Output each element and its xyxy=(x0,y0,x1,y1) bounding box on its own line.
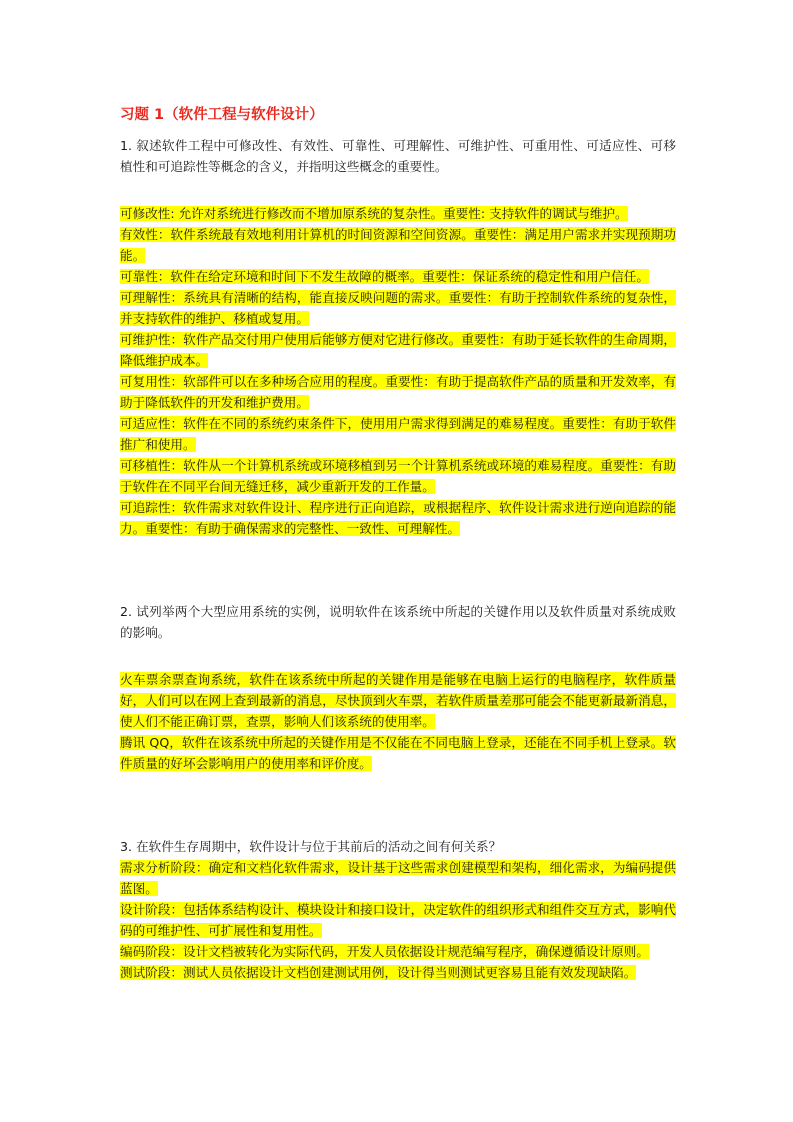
answer-traceability: 可追踪性：软件需求对软件设计、程序进行正向追踪，或根据程序、软件设计需求进行逆向追踪的能力。重要性：有助于确保需求的完整性、一致性、可理解性。 xyxy=(120,500,676,536)
answer-coding-phase: 编码阶段：设计文档被转化为实际代码，开发人员依据设计规范编写程序，确保遵循设计原则。 xyxy=(120,944,649,959)
answer-testing-phase: 测试阶段：测试人员依据设计文档创建测试用例，设计得当则测试更容易且能有效发现缺陷。 xyxy=(120,965,637,980)
answer-portability: 可移植性：软件从一个计算机系统或环境移植到另一个计算机系统或环境的难易程度。重要性：有助于软件在不同平台间无缝迁移，减少重新开发的工作量。 xyxy=(120,458,676,494)
answer-modifiability: 可修改性: 允许对系统进行修改而不增加原系统的复杂性。重要性: 支持软件的调试与维护。 xyxy=(120,206,628,221)
answer-requirements-phase: 需求分析阶段：确定和文档化软件需求，设计基于这些需求创建模型和架构，细化需求，为编码提供蓝图。 xyxy=(120,860,676,896)
answer-adaptability: 可适应性：软件在不同的系统约束条件下，使用用户需求得到满足的难易程度。重要性：有助于软件推广和使用。 xyxy=(120,416,676,452)
question-2-answers xyxy=(120,669,676,774)
question-3: 3. 在软件生存周期中，软件设计与位于其前后的活动之间有何关系？ xyxy=(120,839,502,854)
question-1-answers xyxy=(120,203,676,539)
answer-tencent-qq: 腾讯 QQ，软件在该系统中所起的关键作用是不仅能在不同电脑上登录，还能在不同手机上登录。软件质量的好坏会影响用户的使用率和评价度。 xyxy=(120,735,676,771)
question-1: 1. 叙述软件工程中可修改性、有效性、可靠性、可理解性、可维护性、可重用性、可适应性、可移植性和可追踪性等概念的含义，并指明这些概念的重要性。 xyxy=(120,138,676,174)
document-page xyxy=(120,104,676,983)
answer-reusability: 可复用性：软部件可以在多种场合应用的程度。重要性：有助于提高软件产品的质量和开发效率，有助于降低软件的开发和维护费用。 xyxy=(120,374,676,410)
exercise-title: 习题 1（软件工程与软件设计） xyxy=(120,107,324,123)
answer-maintainability: 可维护性：软件产品交付用户使用后能够方便对它进行修改。重要性：有助于延长软件的生命周期，降低维护成本。 xyxy=(120,332,676,368)
answer-design-phase: 设计阶段：包括体系结构设计、模块设计和接口设计，决定软件的组织形式和组件交互方式，影响代码的可维护性、可扩展性和复用性。 xyxy=(120,902,676,938)
question-2: 2. 试列举两个大型应用系统的实例，说明软件在该系统中所起的关键作用以及软件质量对系统成败的影响。 xyxy=(120,604,676,640)
answer-effectiveness: 有效性：软件系统最有效地利用计算机的时间资源和空间资源。重要性：满足用户需求并实现预期功能。 xyxy=(120,227,676,263)
question-3-answers xyxy=(120,857,676,983)
answer-understandability: 可理解性：系统具有清晰的结构，能直接反映问题的需求。重要性：有助于控制软件系统的复杂性，并支持软件的维护、移植或复用。 xyxy=(120,290,676,326)
answer-reliability: 可靠性：软件在给定环境和时间下不发生故障的概率。重要性：保证系统的稳定性和用户信任。 xyxy=(120,269,649,284)
answer-train-ticket-system: 火车票余票查询系统，软件在该系统中所起的关键作用是能够在电脑上运行的电脑程序，软件质量好，人们可以在网上查到最新的消息，尽快顶到火车票，若软件质量差那可能会不能更新最新消息，使人们不能正确订票，查票，影响人们该系统的使用率。 xyxy=(120,672,676,729)
